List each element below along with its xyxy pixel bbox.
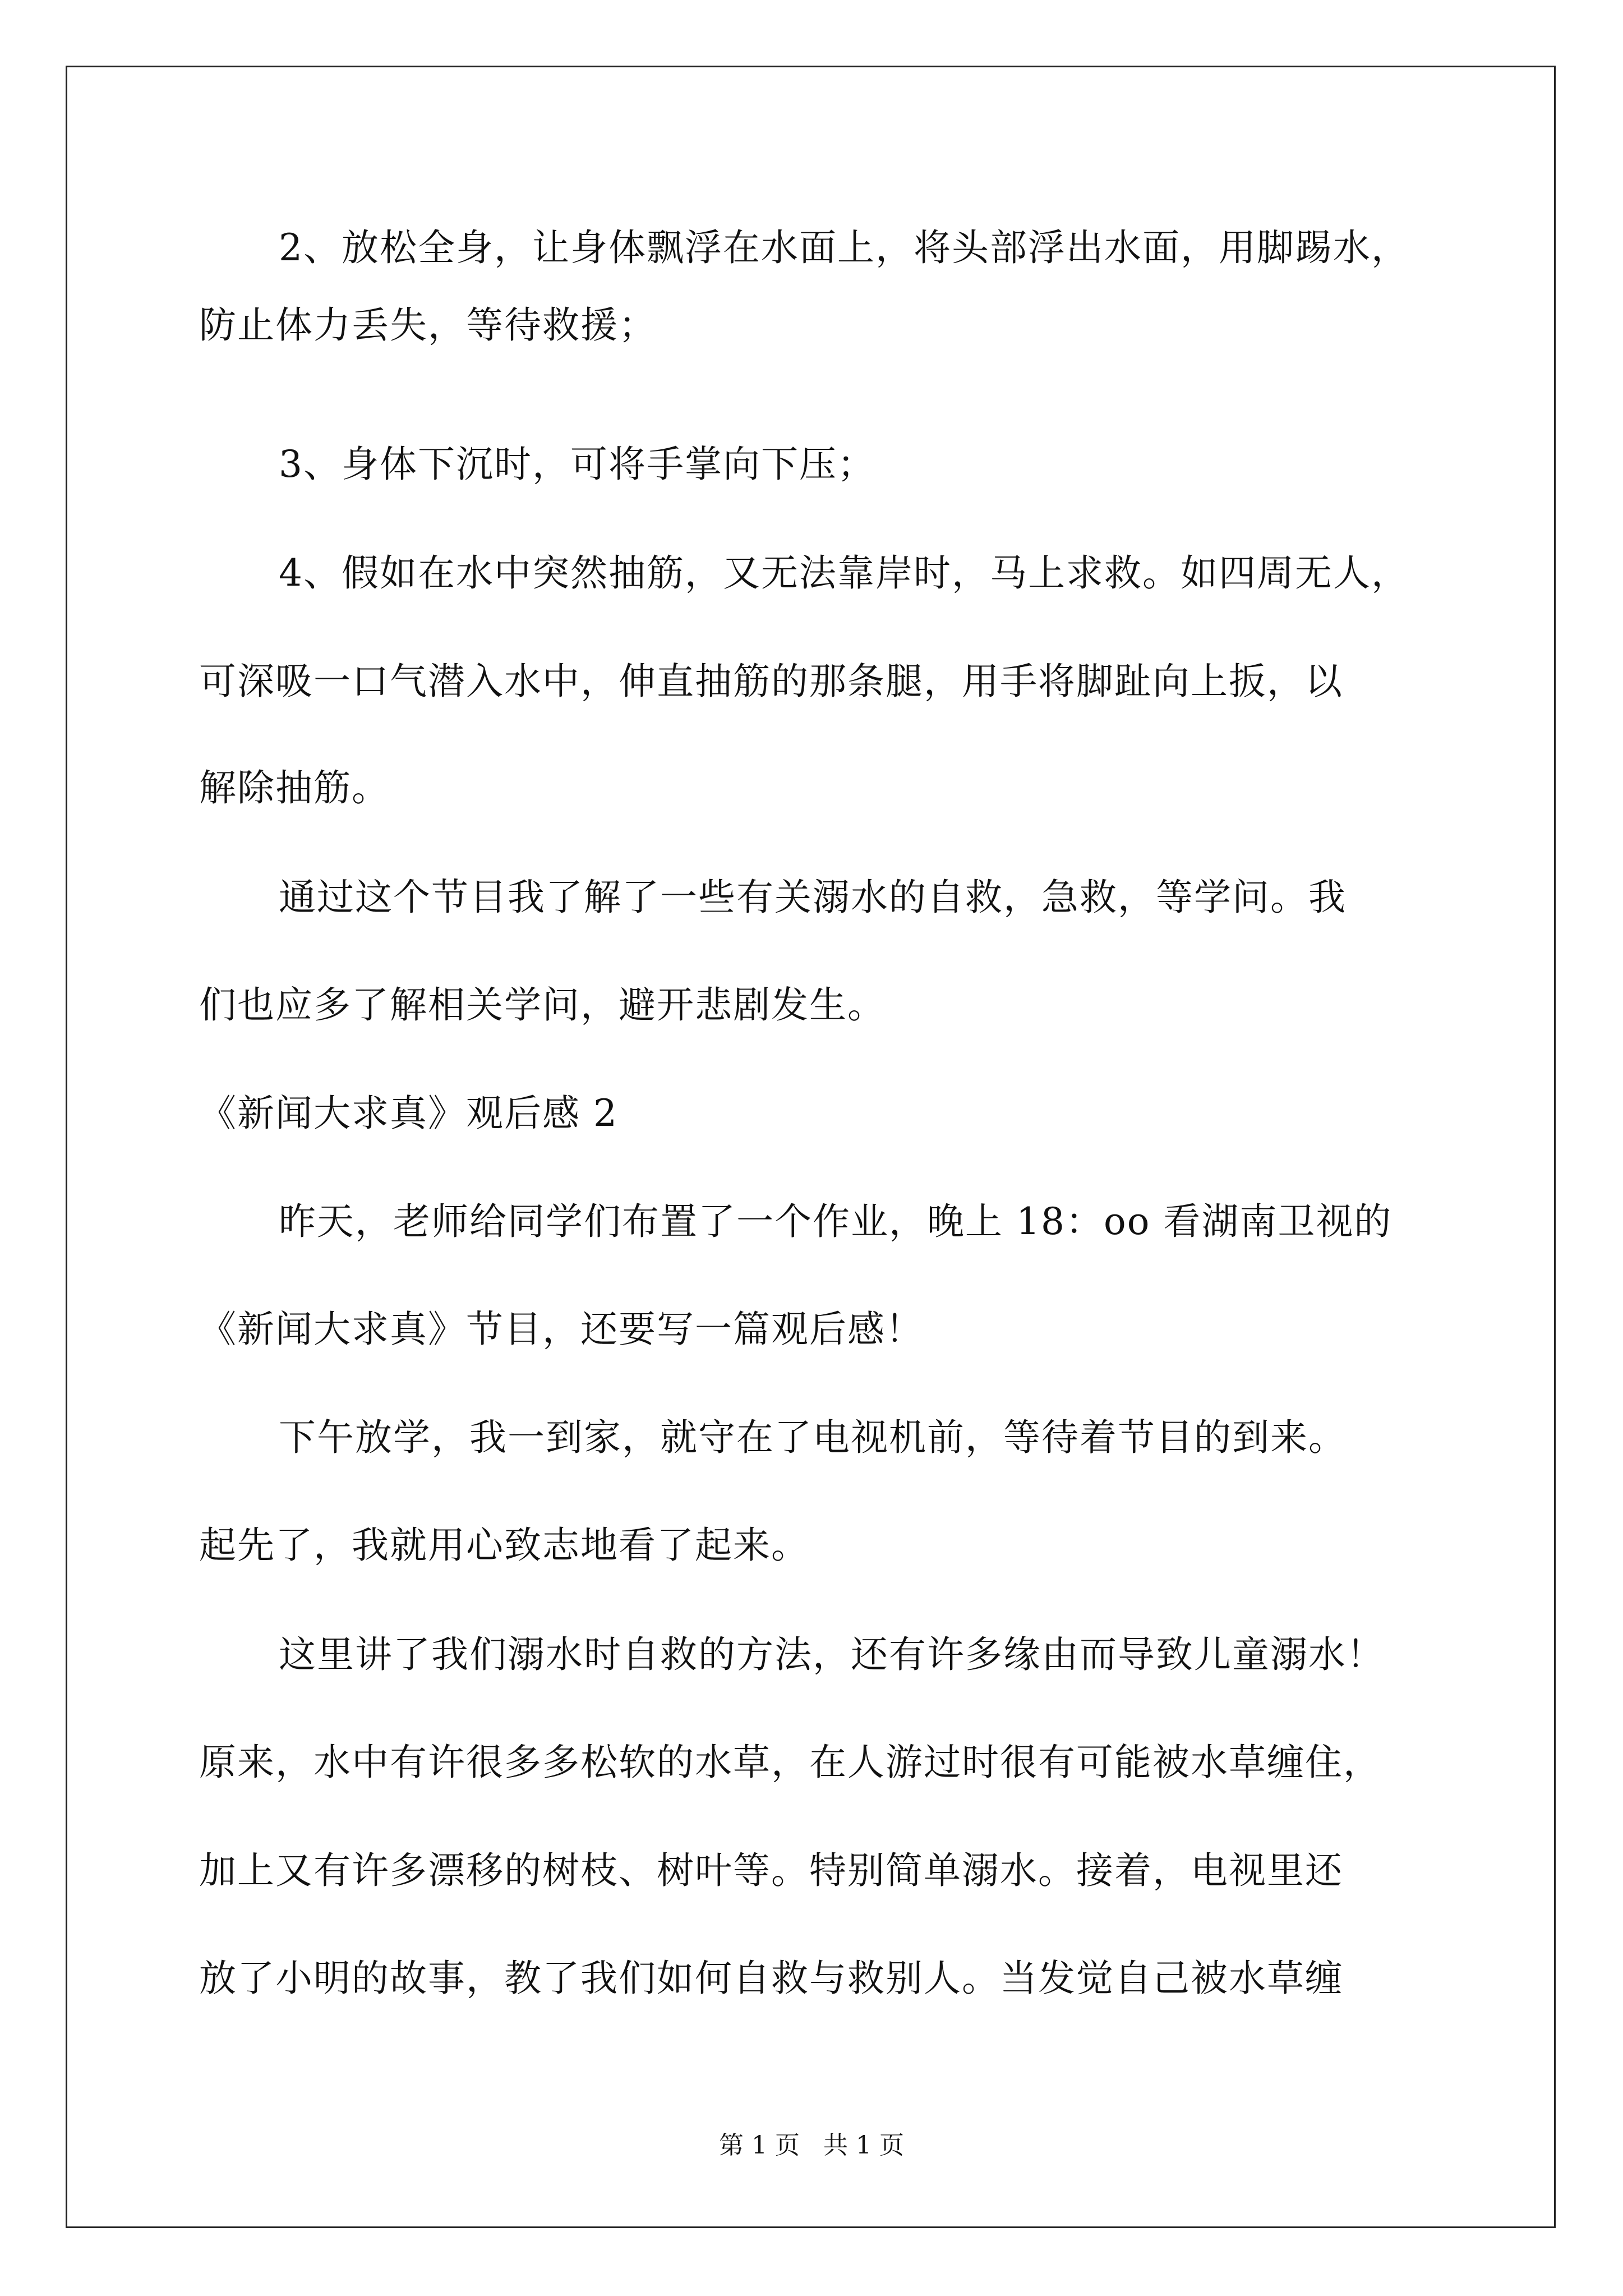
paragraph-line: 防止体力丢失，等待救援； xyxy=(199,303,657,347)
page-footer: 第 1 页 共 1 页 xyxy=(719,2131,904,2160)
section-heading: 《新闻大求真》观后感 2 xyxy=(199,1092,618,1135)
paragraph-line: 这里讲了我们溺水时自救的方法，还有许多缘由而导致儿童溺水！ xyxy=(279,1633,1385,1676)
paragraph-line: 4、假如在水中突然抽筋，又无法靠岸时，马上求救。如四周无人， xyxy=(279,551,1409,595)
paragraph-line: 2、放松全身，让身体飘浮在水面上，将头部浮出水面，用脚踢水， xyxy=(279,226,1409,269)
paragraph-line: 可深吸一口气潜入水中，伸直抽筋的那条腿，用手将脚趾向上扳，以 xyxy=(199,660,1343,703)
paragraph-line: 3、身体下沉时，可将手掌向下压； xyxy=(279,443,875,486)
paragraph-line: 《新闻大求真》节目，还要写一篇观后感！ xyxy=(199,1308,924,1351)
paragraph-line: 通过这个节目我了解了一些有关溺水的自救，急救，等学问。我 xyxy=(279,876,1347,919)
paragraph-line: 昨天，老师给同学们布置了一个作业，晚上 18：oo 看湖南卫视的 xyxy=(279,1200,1393,1243)
paragraph-line: 放了小明的故事，教了我们如何自救与救别人。当发觉自己被水草缠 xyxy=(199,1957,1343,2000)
paragraph-line: 下午放学，我一到家，就守在了电视机前，等待着节目的到来。 xyxy=(279,1416,1347,1459)
paragraph-line: 原来，水中有许很多多松软的水草，在人游过时很有可能被水草缠住， xyxy=(199,1741,1381,1784)
paragraph-line: 加上又有许多漂移的树枝、树叶等。特别简单溺水。接着，电视里还 xyxy=(199,1849,1343,1892)
paragraph-line: 起先了，我就用心致志地看了起来。 xyxy=(199,1524,809,1567)
paragraph-line: 们也应多了解相关学问，避开悲剧发生。 xyxy=(199,983,886,1027)
paragraph-line: 解除抽筋。 xyxy=(199,766,390,809)
page-border xyxy=(66,66,1556,2228)
